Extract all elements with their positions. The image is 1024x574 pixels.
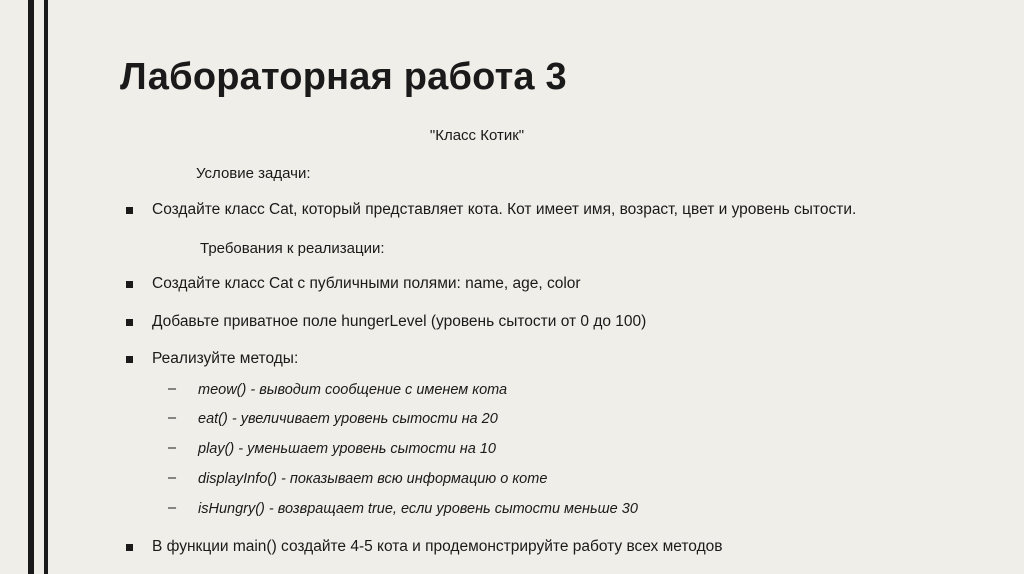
list-item — [120, 200, 984, 220]
list-item-text: В функции main() создайте 4-5 кота и продемонстрируйте работу всех методов — [152, 537, 723, 555]
square-bullet-icon — [126, 544, 133, 551]
list-item — [120, 312, 984, 332]
list-item-text: Добавьте приватное поле hungerLevel (уровень сытости от 0 до 100) — [152, 312, 647, 330]
list-item — [120, 410, 984, 429]
section-label-condition: Условие задачи: — [196, 164, 311, 182]
section-label-requirements: Требования к реализации: — [200, 240, 385, 258]
list-item-text: Создайте класс Cat, который представляет кота. Кот имеет имя, возраст, цвет и уровень сытости. — [152, 200, 857, 218]
list-item — [120, 349, 984, 369]
methods-list — [120, 381, 984, 519]
left-accent-bar-inner — [44, 0, 48, 574]
final-list — [120, 537, 984, 557]
list-item-text: meow() - выводит сообщение с именем кота — [198, 381, 508, 398]
list-item — [120, 274, 984, 294]
dash-bullet-icon: – — [168, 380, 177, 397]
dash-bullet-icon: – — [168, 499, 177, 516]
list-item-text: Реализуйте методы: — [152, 350, 299, 368]
square-bullet-icon — [126, 319, 133, 326]
list-item-text: displayInfo() - показывает всю информацию о коте — [198, 471, 548, 488]
slide-content — [120, 0, 984, 557]
left-accent-bar-outer — [28, 0, 34, 574]
list-item — [120, 440, 984, 459]
list-item — [120, 537, 984, 557]
dash-bullet-icon: – — [168, 410, 177, 427]
list-item-text: eat() - увеличивает уровень сытости на 20 — [198, 411, 498, 428]
page-title: Лабораторная работа 3 — [120, 56, 567, 98]
list-item — [120, 500, 984, 519]
dash-bullet-icon: – — [168, 470, 177, 487]
list-item-text: isHungry() - возвращает true, если уровень сытости меньше 30 — [198, 500, 638, 517]
slide-subtitle: "Класс Котик" — [429, 126, 525, 144]
square-bullet-icon — [126, 281, 133, 288]
condition-list — [120, 200, 984, 220]
dash-bullet-icon: – — [168, 440, 177, 457]
square-bullet-icon — [126, 356, 133, 363]
list-item — [120, 470, 984, 489]
square-bullet-icon — [126, 207, 133, 214]
list-item — [120, 381, 984, 400]
requirements-list — [120, 274, 984, 369]
list-item-text: play() - уменьшает уровень сытости на 10 — [198, 441, 496, 458]
list-item-text: Создайте класс Cat с публичными полями: name, age, color — [152, 275, 581, 293]
